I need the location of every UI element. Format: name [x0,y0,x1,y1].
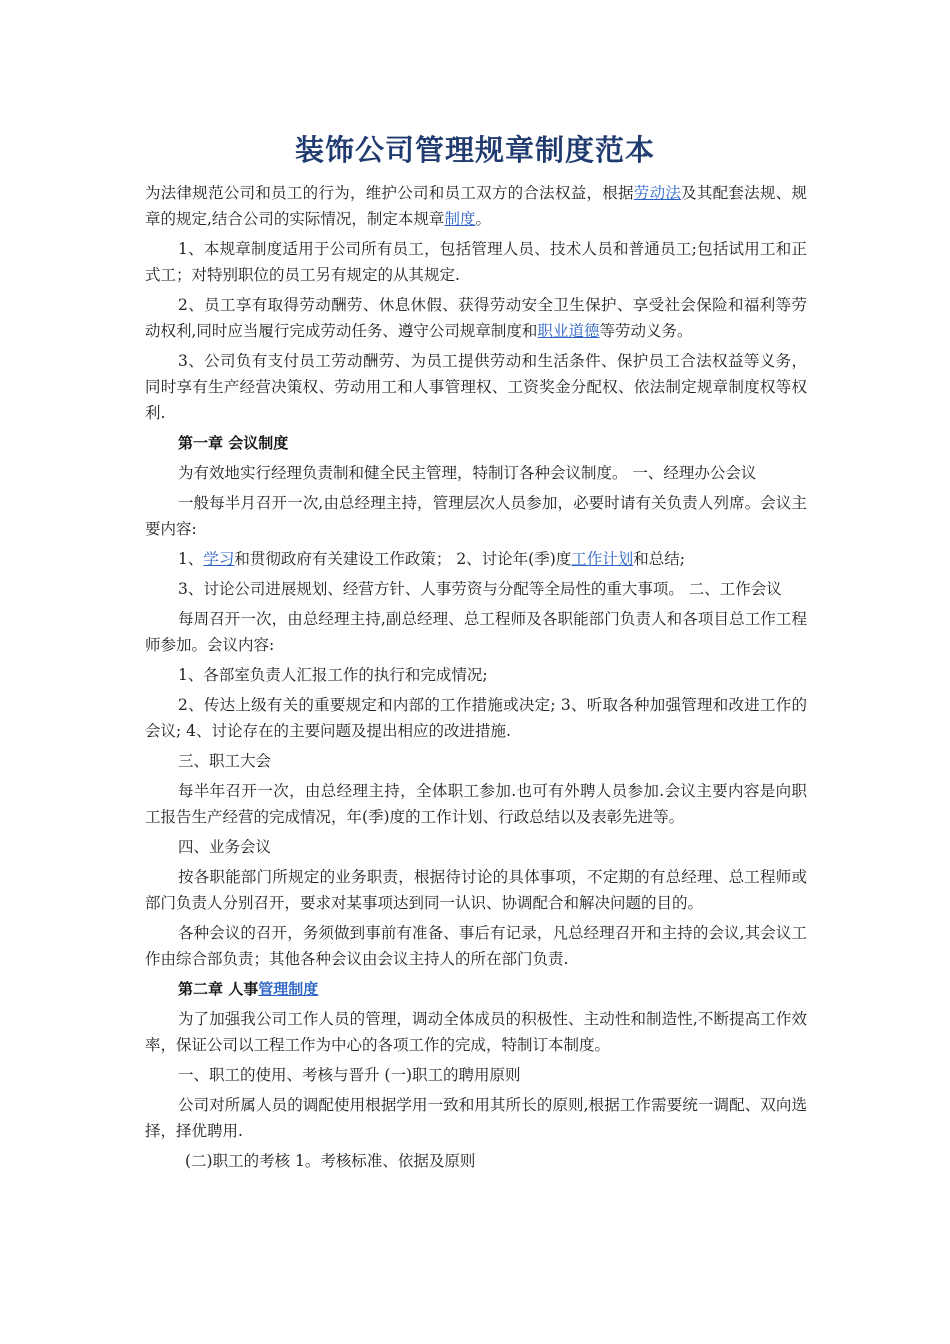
chapter-1-para-6: 1、各部室负责人汇报工作的执行和完成情况; [178,666,488,684]
text: 和贯彻政府有关建设工作政策； 2、讨论年(季)度 [234,550,572,568]
chapter-1-heading: 第一章 会议制度 [178,434,289,452]
chapter-1-para-5: 每周召开一次，由总经理主持,副总经理、总工程师及各职能部门负责人和各项目总工作工程师参加。会议内容: [145,610,807,654]
paragraph-2 [145,292,807,344]
text: 。 [475,210,491,228]
paragraph-3: 3、公司负有支付员工劳动酬劳、为员工提供劳动和生活条件、保护员工合法权益等义务，同时享有生产经营决策权、劳动用工和人事管理权、工资奖金分配权、依法制定规章制度权等权利. [145,352,807,422]
text: 2、员工享有取得劳动酬劳、休息休假、获得劳动安全卫生保护、享受社会保险和福利等劳动权利,同时应当履行完成劳动任务、遵守公司规章制度和 [145,296,807,340]
system-link[interactable]: 制度 [444,210,476,228]
work-plan-link[interactable]: 工作计划 [571,550,634,568]
chapter-1-para-3 [145,546,807,572]
text: 和总结; [633,550,686,568]
text: 等劳动义务。 [599,322,693,340]
intro-paragraph [145,180,807,232]
labor-law-link[interactable]: 劳动法 [633,184,682,202]
chapter-1-para-8: 三、职工大会 [178,752,272,770]
paragraph-1: 1、本规章制度适用于公司所有员工，包括管理人员、技术人员和普通员工;包括试用工和正式工；对特别职位的员工另有规定的从其规定. [145,240,807,284]
chapter-1-para-9: 每半年召开一次，由总经理主持，全体职工参加.也可有外聘人员参加.会议主要内容是向职工报告生产经营的完成情况，年(季)度的工作计划、行政总结以及表彰先进等。 [145,782,807,826]
chapter-1-para-11: 按各职能部门所规定的业务职责，根据待讨论的具体事项，不定期的有总经理、总工程师或部门负责人分别召开，要求对某事项达到同一认识、协调配合和解决问题的目的。 [145,868,807,912]
chapter-1-para-12: 各种会议的召开，务须做到事前有准备、事后有记录，凡总经理召开和主持的会议,其会议工作由综合部负责；其他各种会议由会议主持人的所在部门负责. [145,924,807,968]
text: 1、 [178,550,204,568]
chapter-2-heading [145,976,807,1002]
chapter-1-para-10: 四、业务会议 [178,838,272,856]
text: 及其配套法规、规章的规定,结合公司的实际情况，制定本规章 [145,184,807,228]
text: 为法律规范公司和员工的行为，维护公司和员工双方的合法权益，根据 [145,184,634,202]
chapter-2-para-3: 公司对所属人员的调配使用根据学用一致和用其所长的原则,根据工作需要统一调配、双向选择，择优聘用. [145,1096,807,1140]
professional-ethics-link[interactable]: 职业道德 [537,322,600,340]
chapter-1-para-4: 3、讨论公司进展规划、经营方针、人事劳资与分配等全局性的重大事项。 二、工作会议 [178,580,782,598]
chapter-1-para-7: 2、传达上级有关的重要规定和内部的工作措施或决定; 3、听取各种加强管理和改进工作的会议; 4、讨论存在的主要问题及提出相应的改进措施. [145,696,807,740]
document-body [145,180,807,1178]
chapter-2-para-4: (二)职工的考核 1。考核标准、依据及原则 [185,1152,476,1170]
management-system-link[interactable]: 管理制度 [258,980,319,998]
chapter-2-para-2: 一、职工的使用、考核与晋升 (一)职工的聘用原则 [178,1066,521,1084]
chapter-2-para-1: 为了加强我公司工作人员的管理，调动全体成员的积极性、主动性和制造性,不断提高工作效率，保证公司以工程工作为中心的各项工作的完成，特制订本制度。 [145,1010,807,1054]
chapter-1-para-2: 一般每半月召开一次,由总经理主持，管理层次人员参加，必要时请有关负责人列席。会议主要内容: [145,494,807,538]
chapter-1-para-1: 为有效地实行经理负责制和健全民主管理，特制订各种会议制度。 一、经理办公会议 [178,464,757,482]
study-link[interactable]: 学习 [203,550,235,568]
text: 第二章 人事 [178,980,259,998]
document-title: 装饰公司管理规章制度范本 [294,133,655,167]
